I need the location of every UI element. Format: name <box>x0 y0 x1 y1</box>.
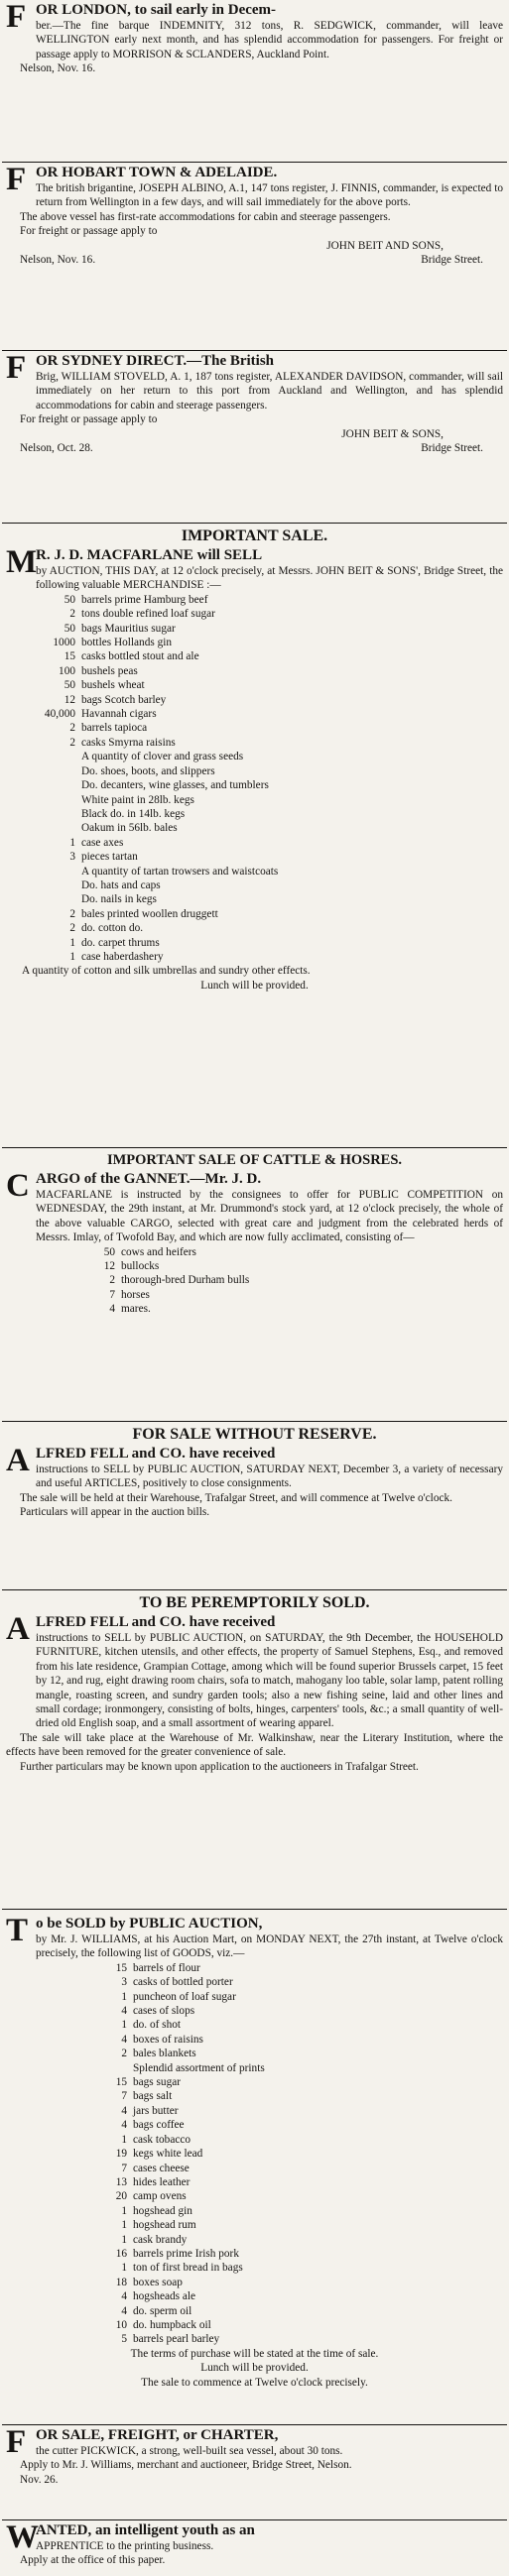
list-item: 7 cases cheese <box>121 2162 190 2174</box>
list-item: 4 boxes of raisins <box>121 2033 203 2046</box>
ad-body: Brig, WILLIAM STOVELD, A. 1, 187 tons register, ALEXANDER DAVIDSON, commander, will sail immediately on her return to this port from Auckland and Wellington, and has splendid accommodations for cabin and steerage passengers. <box>36 371 503 411</box>
ad-apply: For freight or passage apply to <box>20 225 158 238</box>
list-item: 1 puncheon of loaf sugar <box>121 1990 236 2003</box>
ad-body: by Mr. J. WILLIAMS, at his Auction Mart, on MONDAY NEXT, the 27th instant, at Twelve o'clock precisely, the following list of GOODS, viz.— <box>36 1933 503 1960</box>
ad-address: Bridge Street. <box>421 442 483 455</box>
ad-body: ber.—The fine barque INDEMNITY, 312 tons, R. SEDGWICK, commander, will leave WELLINGTON early next month, and has splendid accommodation for passengers. For freight or passage apply to MORRISON & SCLANDERS, Auckland Point. <box>36 20 503 60</box>
list-item: 13 hides leather <box>115 2175 191 2188</box>
list-item: 4 cases of slops <box>121 2005 195 2018</box>
drop-cap: F <box>6 2424 27 2460</box>
ad-body: by AUCTION, THIS DAY, at 12 o'clock precisely, at Messrs. JOHN BEIT & SONS', Bridge Street, the following valuable MERCHANDISE :— <box>36 565 503 592</box>
livestock-list <box>6 1245 503 1317</box>
ad-commence: The sale to commence at Twelve o'clock precisely. <box>141 2376 368 2389</box>
ad-body: APPRENTICE to the printing business. <box>36 2540 214 2552</box>
list-item: 2 do. cotton do. <box>69 922 144 935</box>
ad-lead <box>6 2519 503 2555</box>
list-item: 3 pieces tartan <box>69 851 138 864</box>
list-item: 5 barrels pearl barley <box>121 2333 220 2346</box>
auction-ad-peremptory <box>2 1590 507 1910</box>
list-item: A quantity of tartan trowsers and waistcoats <box>81 865 279 878</box>
shipping-ad-hobart <box>2 163 507 351</box>
newspaper-page <box>2 0 507 2574</box>
list-item: 15 bags sugar <box>115 2076 182 2089</box>
drop-cap: C <box>6 1168 30 1204</box>
ad-body: instructions to SELL by PUBLIC AUCTION, SATURDAY NEXT, December 3, a variety of necessary and useful ARTICLES, positively to close consignments. <box>36 1464 503 1490</box>
list-item: A quantity of clover and grass seeds <box>81 751 244 763</box>
ad-address: Bridge Street. <box>421 254 483 267</box>
list-item: Splendid assortment of prints <box>133 2061 265 2074</box>
list-item: 1 hogshead rum <box>121 2219 196 2232</box>
ad-headline: OR LONDON, to sail early in Decem- <box>36 2 277 18</box>
list-item: 1 do. carpet thrums <box>69 936 160 949</box>
list-item: 40,000 Havannah cigars <box>44 708 157 721</box>
list-item: 50 bags Mauritius sugar <box>64 622 176 635</box>
list-item: Do. decanters, wine glasses, and tumblers <box>81 779 269 792</box>
ad-lead <box>6 162 503 210</box>
ad-body-3: Particulars will appear in the auction bills. <box>20 1506 210 1519</box>
ad-lead <box>6 1913 503 1961</box>
list-item: Oakum in 56lb. bales <box>81 822 178 835</box>
ad-body-2: Apply at the office of this paper. <box>20 2554 166 2567</box>
list-item: Do. shoes, boots, and slippers <box>81 764 215 777</box>
ad-headline: LFRED FELL and CO. have received <box>36 1614 276 1630</box>
auction-ad-williams <box>2 1910 507 2425</box>
ad-body-2: The sale will be held at their Warehouse, Trafalgar Street, and will commence at Twelve o'clock. <box>20 1491 452 1504</box>
ad-lead <box>6 544 503 593</box>
ad-headline: ARGO of the GANNET.—Mr. J. D. <box>36 1171 262 1187</box>
list-item: 1000 bottles Hollands gin <box>53 637 172 649</box>
ad-date: Nelson, Oct. 28. <box>20 442 93 455</box>
list-item: 2 tons double refined loaf sugar <box>69 608 215 621</box>
list-item: 7 horses <box>109 1288 150 1301</box>
list-item: 1 case haberdashery <box>69 950 164 963</box>
ad-sign-line <box>6 253 503 267</box>
list-item: 100 bushels peas <box>59 664 138 677</box>
list-item: 15 barrels of flour <box>115 1961 200 1974</box>
list-item: White paint in 28lb. kegs <box>81 793 194 806</box>
ad-lunch-note: Lunch will be provided. <box>200 2362 309 2375</box>
drop-cap: M <box>6 544 38 580</box>
drop-cap: W <box>6 2519 39 2555</box>
ad-headline: R. J. D. MACFARLANE will SELL <box>36 547 263 563</box>
auction-ad-cattle <box>2 1148 507 1422</box>
ad-signature: JOHN BEIT & SONS, <box>341 427 444 440</box>
merchandise-list <box>6 593 503 965</box>
drop-cap: F <box>6 0 27 35</box>
ad-body: The british brigantine, JOSEPH ALBINO, A.1, 147 tons register, J. FINNIS, commander, is expected to return from Wellington in a few days, and will sail immediately for the above ports. <box>36 182 503 209</box>
ad-terms: The terms of purchase will be stated at the time of sale. <box>130 2347 379 2360</box>
list-item: 50 barrels prime Hamburg beef <box>64 593 208 606</box>
goods-list <box>6 1961 503 2347</box>
list-item: 10 do. humpback oil <box>115 2318 211 2331</box>
ad-date: Nelson, Nov. 16. <box>20 254 96 267</box>
ad-body: the cutter PICKWICK, a strong, well-built sea vessel, about 30 tons. <box>36 2445 343 2457</box>
list-item: 1 case axes <box>69 836 124 849</box>
list-item: 1 cask tobacco <box>121 2133 191 2146</box>
drop-cap: A <box>6 1443 30 1478</box>
ad-body-2: Apply to Mr. J. Williams, merchant and auctioneer, Bridge Street, Nelson. <box>20 2459 352 2472</box>
list-item: 1 hogshead gin <box>121 2204 192 2217</box>
list-item: 2 bales printed woollen druggett <box>69 907 218 920</box>
ad-body: MACFARLANE is instructed by the consignees to offer for PUBLIC COMPETITION on WEDNESDAY, the 29th instant, at Mr. Drummond's stock yard, at 12 o'clock precisely, the whole of the above valuable CARGO, selected with great care and judgment from the celebrated herds of Messrs. Imlay, of Twofold Bay, and which are now fully acclimated, consisting of— <box>36 1189 503 1244</box>
list-item: 16 barrels prime Irish pork <box>115 2247 239 2260</box>
list-item: 7 bags salt <box>121 2090 173 2103</box>
list-item: 15 casks bottled stout and ale <box>64 650 199 663</box>
ad-lunch-note: Lunch will be provided. <box>200 979 309 992</box>
ad-body: instructions to SELL by PUBLIC AUCTION, on SATURDAY, the 9th December, the HOUSEHOLD FURNITURE, kitchen utensils, and other effects, the property of Samuel Stephens, Esq., and removed from his late residence, Grampian Cottage, among which will be found superior Brussels carpet, 15 feet by 12, and rug, eight drawing room chairs, sofa to match, mahogany loo table, solar lamp, patent rolling mangle, roasting screen, and sundry garden tools; also a new fishing seine, laid and other lines and small cordage; ironmongery, consisting of bolts, hinges, carpenters' tools, &c.; a small quantity of well-dried old English soap, and a small assortment of wearing apparel. <box>36 1632 503 1730</box>
wanted-ad-apprentice <box>2 2520 507 2574</box>
ad-body-2: The above vessel has first-rate accommodations for cabin and steerage passengers. <box>20 210 391 223</box>
list-item: 1 do. of shot <box>121 2019 182 2032</box>
ad-closing: A quantity of cotton and silk umbrellas and sundry other effects. <box>22 965 311 978</box>
ad-footer: Nov. 26. <box>20 2473 59 2486</box>
list-item: 2 barrels tapioca <box>69 722 148 735</box>
list-item: Do. nails in kegs <box>81 893 157 906</box>
list-item: 50 bushels wheat <box>64 679 145 692</box>
ad-lead <box>6 1443 503 1491</box>
list-item: 1 cask brandy <box>121 2233 188 2246</box>
list-item: 18 boxes soap <box>115 2276 183 2288</box>
ad-lead <box>6 350 503 412</box>
ad-headline: OR SYDNEY DIRECT.—The British <box>36 353 275 369</box>
ad-lead <box>6 1611 503 1731</box>
ad-footer: Nelson, Nov. 16. <box>20 62 96 75</box>
list-item: 20 camp ovens <box>115 2190 187 2203</box>
ad-heading: FOR SALE WITHOUT RESERVE. <box>132 1426 377 1443</box>
ad-signature: JOHN BEIT AND SONS, <box>326 239 444 252</box>
ad-heading: IMPORTANT SALE OF CATTLE & HOSRES. <box>106 1152 403 1168</box>
shipping-ad-london <box>2 0 507 163</box>
ad-body-3: Further particulars may be known upon application to the auctioneers in Trafalgar Street. <box>20 1760 419 1773</box>
ad-sign-line <box>6 441 503 455</box>
drop-cap: T <box>6 1913 29 1948</box>
ad-headline: o be SOLD by PUBLIC AUCTION, <box>36 1916 263 1932</box>
ad-headline: LFRED FELL and CO. have received <box>36 1446 276 1462</box>
ad-heading: TO BE PEREMPTORILY SOLD. <box>139 1594 370 1611</box>
list-item: 3 casks of bottled porter <box>121 1976 233 1989</box>
drop-cap: F <box>6 162 27 197</box>
list-item: 50 cows and heifers <box>103 1245 196 1258</box>
ad-headline: OR SALE, FREIGHT, or CHARTER, <box>36 2427 279 2443</box>
list-item: 1 ton of first bread in bags <box>121 2262 243 2275</box>
ad-headline: OR HOBART TOWN & ADELAIDE. <box>36 165 278 180</box>
list-item: 4 mares. <box>109 1303 151 1316</box>
ad-body-2: The sale will take place at the Warehouse of Mr. Walkinshaw, near the Literary Institution, where the effects have been removed for the greater convenience of sale. <box>6 1731 503 1759</box>
list-item: Black do. in 14lb. kegs <box>81 807 186 820</box>
ad-lead <box>6 1168 503 1245</box>
list-item: Do. hats and caps <box>81 878 161 891</box>
ad-heading: IMPORTANT SALE. <box>181 527 328 544</box>
drop-cap: F <box>6 350 27 386</box>
charter-ad-pickwick <box>2 2425 507 2520</box>
list-item: 12 bullocks <box>103 1260 160 1273</box>
ad-lead <box>6 2424 503 2460</box>
list-item: 19 kegs white lead <box>115 2148 203 2161</box>
list-item: 2 thorough-bred Durham bulls <box>109 1274 250 1287</box>
list-item: 2 casks Smyrna raisins <box>69 736 176 749</box>
drop-cap: A <box>6 1611 30 1647</box>
shipping-ad-sydney <box>2 351 507 524</box>
list-item: 4 hogsheads ale <box>121 2290 196 2303</box>
auction-ad-macfarlane <box>2 524 507 1148</box>
list-item: 4 jars butter <box>121 2104 179 2117</box>
auction-ad-without-reserve <box>2 1422 507 1590</box>
ad-lead <box>6 2 503 61</box>
list-item: 4 bags coffee <box>121 2119 185 2132</box>
ad-headline: ANTED, an intelligent youth as an <box>36 2522 255 2538</box>
list-item: 12 bags Scotch barley <box>64 693 167 706</box>
list-item: 4 do. sperm oil <box>121 2304 192 2317</box>
list-item: 2 bales blankets <box>121 2048 196 2060</box>
ad-apply: For freight or passage apply to <box>20 413 158 426</box>
